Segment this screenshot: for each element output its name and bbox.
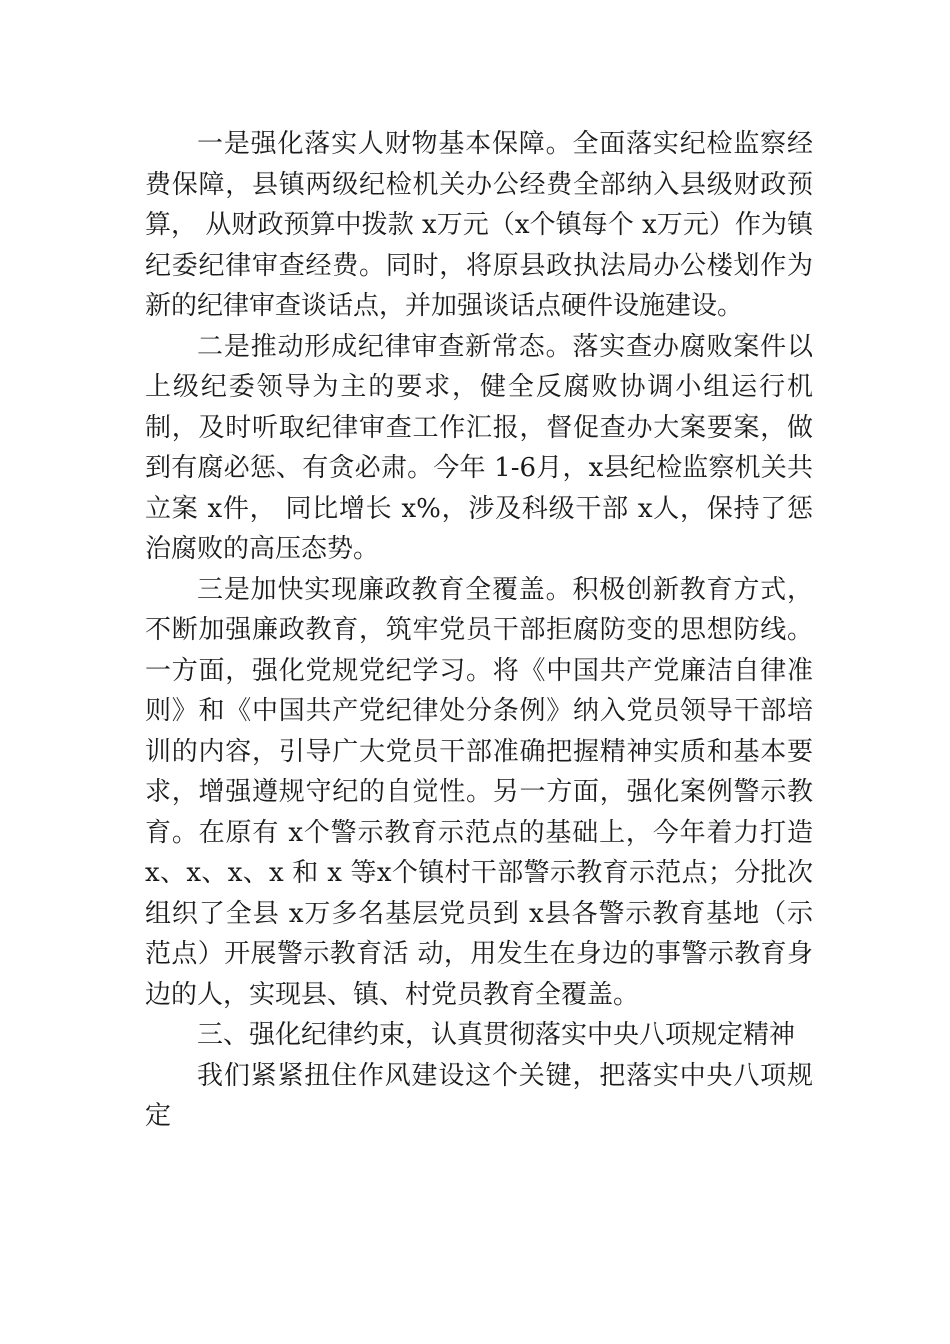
paragraph-work-style: 我们紧紧扭住作风建设这个关键，把落实中央八项规定 xyxy=(145,1060,813,1131)
paragraph-integrity-education: 三是加快实现廉政教育全覆盖。积极创新教育方式，不断加强廉政教育，筑牢党员干部拒腐防变的思想防线。一方面，强化党规党纪学习。将《中国共产党廉洁自律准则》和《中国共产党纪律处分条例》纳入党员领导干部培训的内容，引导广大党员干部准确把握精神实质和基本要求，增强遵规守纪的自觉性。另一方面，强化案例警示教育。在原有 x个警示教育示范点的基础上，今年着力打造 x、x、x、x 和 x 等x个镇村干部警示教育示范点；分批次组织了全县 x万多名基层党员到 x县各警示教育基地（示范点）开展警示教育活 动，用发生在身边的事警示教育身边的人，实现县、镇、村党员教育全覆盖。 xyxy=(145,574,813,1010)
paragraph-basic-guarantee: 一是强化落实人财物基本保障。全面落实纪检监察经费保障，县镇两级纪检机关办公经费全部纳入县级财政预算， 从财政预算中拨款 x万元（x个镇每个 x万元）作为镇纪委纪律审查经费。同时，将原县政执法局办公楼划作为新的纪律审查谈话点，并加强谈话点硬件设施建设。 xyxy=(145,129,813,321)
document-body xyxy=(145,124,813,1137)
section-heading: 三、强化纪律约束，认真贯彻落实中央八项规定精神 xyxy=(197,1020,796,1050)
paragraph-discipline-review: 二是推动形成纪律审查新常态。落实查办腐败案件以上级纪委领导为主的要求，健全反腐败协调小组运行机制，及时听取纪律审查工作汇报，督促查办大案要案，做到有腐必惩、有贪必肃。今年 1-6月，x县纪检监察机关共立案 x件， 同比增长 x%，涉及科级干部 x人，保持了惩治腐败的高压态势。 xyxy=(145,331,813,564)
